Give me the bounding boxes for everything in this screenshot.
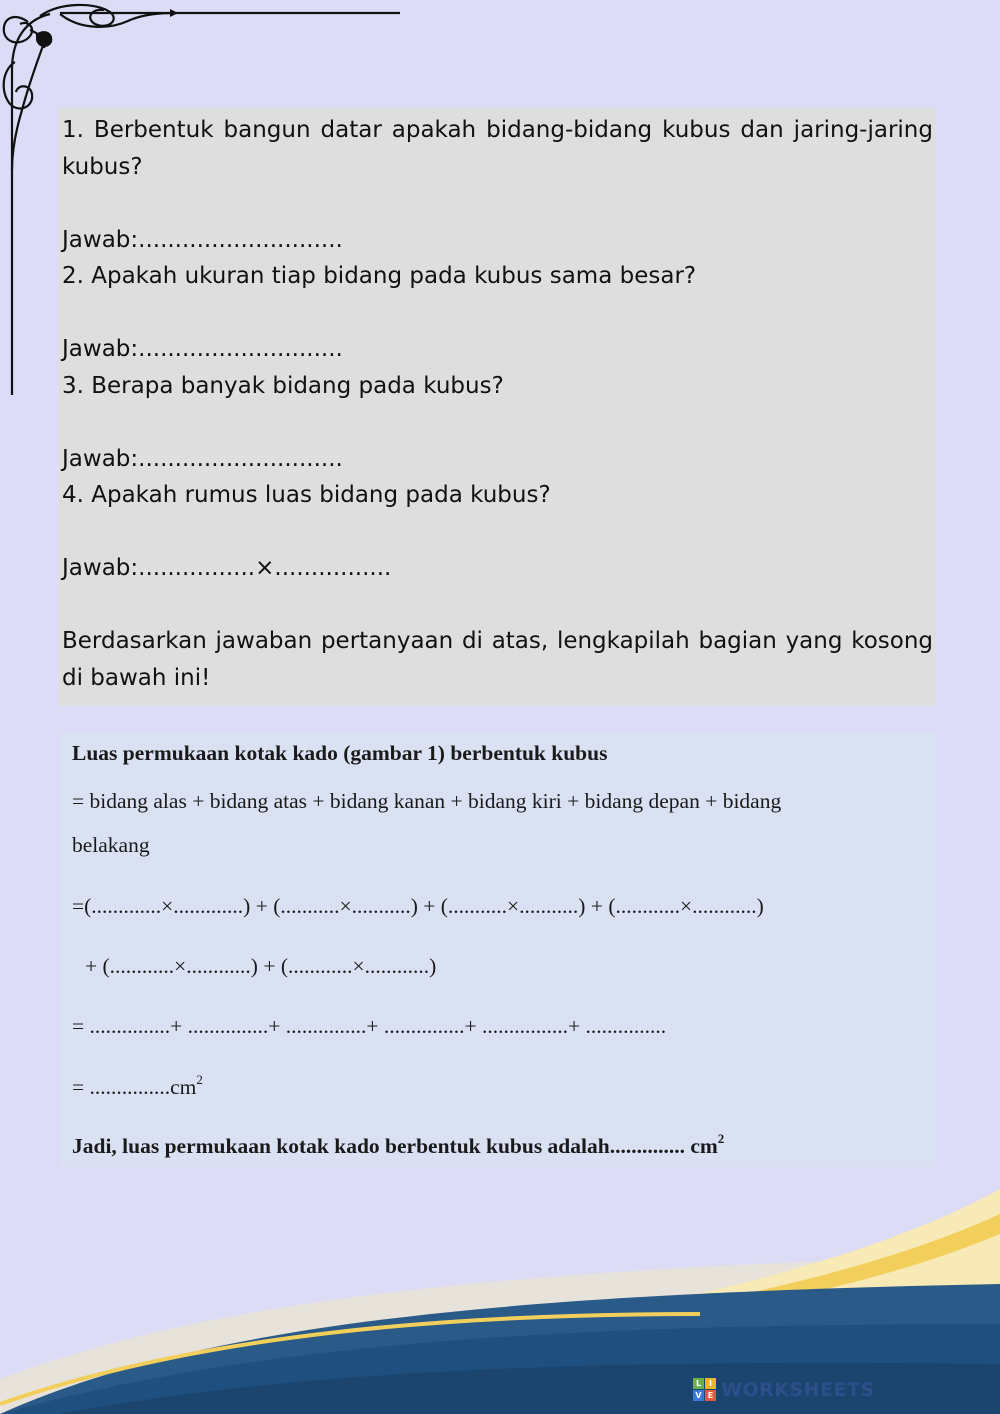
answer-2: Jawab:............................ xyxy=(62,336,343,362)
instruction-text: Berdasarkan jawaban pertanyaan di atas, lengkapilah bagian yang kosong di bawah ini! xyxy=(62,628,933,691)
formula-line-4: + (............×............) + (............×............) xyxy=(85,954,437,978)
liveworksheets-logo xyxy=(693,1378,983,1404)
formula-line-6-text: = ...............cm xyxy=(72,1075,197,1099)
logo-letter-e: E xyxy=(705,1390,716,1401)
answer-4: Jawab:................×................ xyxy=(62,555,392,581)
logo-grid-icon xyxy=(693,1378,717,1402)
answer-1: Jawab:............................ xyxy=(62,226,343,253)
formula-title: Luas permukaan kotak kado (gambar 1) berbentuk kubus xyxy=(72,741,608,765)
formula-box xyxy=(61,733,936,1166)
formula-line-1: = bidang alas + bidang atas + bidang kanan + bidang kiri + bidang depan + bidang xyxy=(72,789,782,813)
question-2: 2. Apakah ukuran tiap bidang pada kubus sama besar? xyxy=(62,263,697,289)
question-3: 3. Berapa banyak bidang pada kubus? xyxy=(62,372,504,399)
formula-line-5: = ...............+ ...............+ ...............+ ...............+ ................+ ............... xyxy=(72,1014,667,1038)
superscript-2: 2 xyxy=(717,1131,725,1146)
formula-conclusion xyxy=(72,1131,725,1159)
formula-conclusion-text: Jadi, luas permukaan kotak kado berbentuk kubus adalah.............. cm xyxy=(72,1134,718,1158)
superscript-2: 2 xyxy=(196,1072,203,1087)
question-1: 1. Berbentuk bangun datar apakah bidang-bidang kubus dan jaring-jaring kubus? xyxy=(62,117,933,180)
logo-letter-v: V xyxy=(693,1390,704,1401)
answer-3: Jawab:............................ xyxy=(62,445,343,472)
formula-line-6 xyxy=(72,1072,203,1100)
formula-line-3: =(.............×.............) + (...........×...........) + (...........×...........) + (............×............) xyxy=(72,894,764,918)
formula-line-2: belakang xyxy=(72,833,150,857)
logo-text: WORKSHEETS xyxy=(721,1379,875,1401)
question-4: 4. Apakah rumus luas bidang pada kubus? xyxy=(62,482,551,508)
question-box xyxy=(59,108,936,706)
logo-letter-l: L xyxy=(693,1378,704,1389)
logo-letter-i: I xyxy=(705,1378,716,1389)
